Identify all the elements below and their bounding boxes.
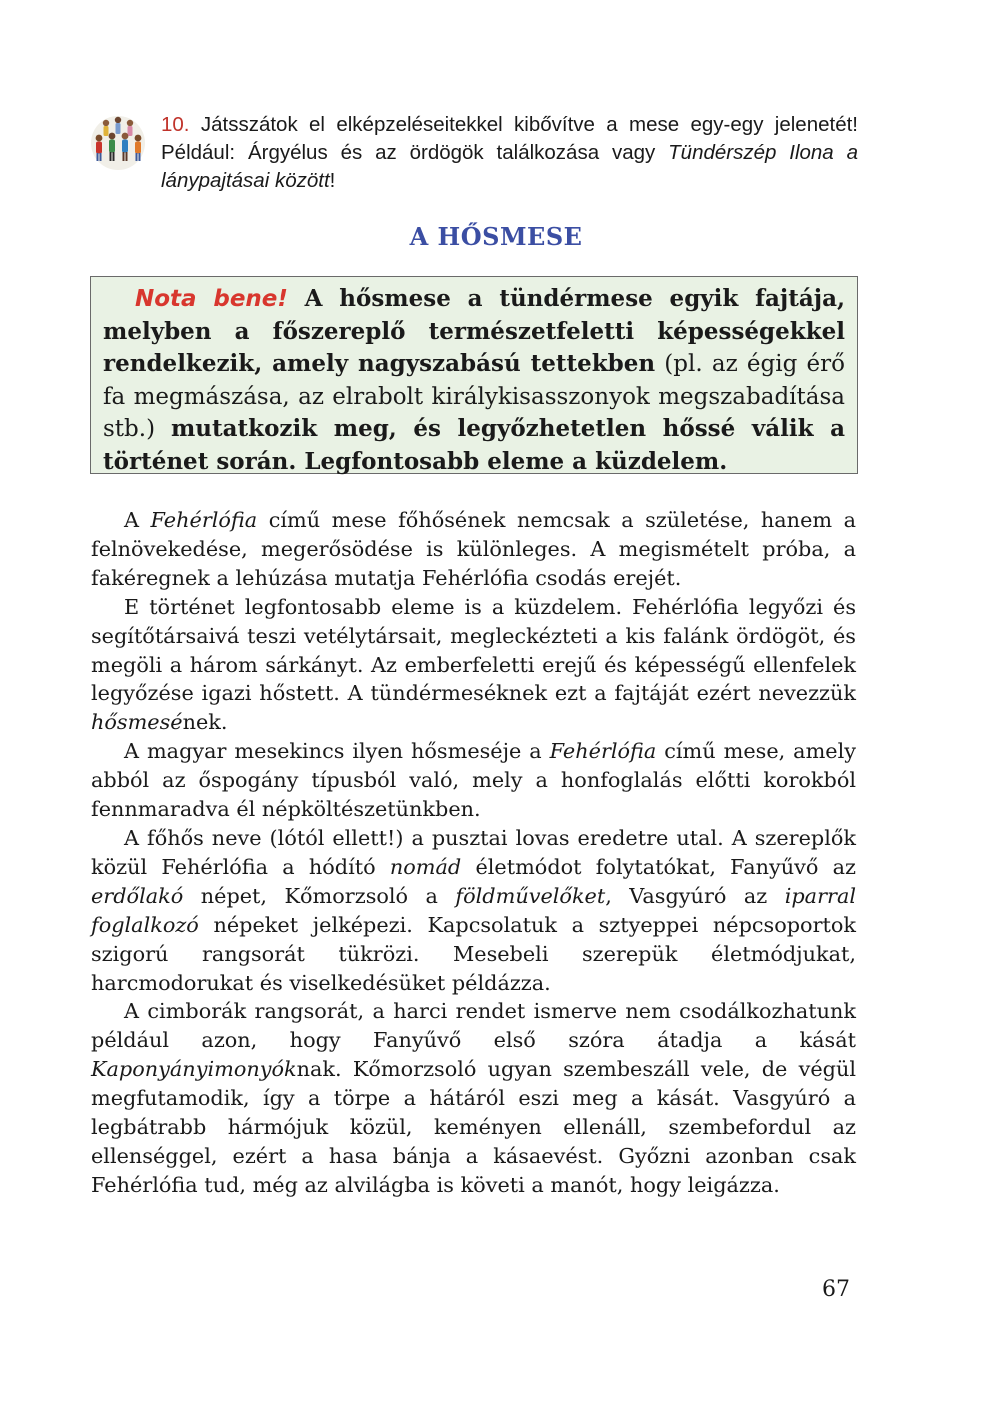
text-run: A magyar mesekincs ilyen hősmeséje a	[124, 739, 550, 764]
page-number: 67	[822, 1277, 850, 1302]
italic-run: Fehérlófia	[150, 508, 258, 532]
group-of-children-icon-svg	[88, 111, 148, 171]
nota-bene-label: Nota bene!	[135, 286, 288, 312]
italic-run: erdőlakó	[91, 883, 184, 908]
text-run: című mese főhősének nemcsak a születése, hanem a felnövekedése, megerősödése is különleges. A megismételt próba, a fakéregnek a lehúzása mutatja Fehérlófia csodás erejét.	[91, 508, 856, 590]
paragraph-1	[91, 506, 856, 593]
italic-run: Fehérlófia	[549, 739, 657, 764]
text-run: , Vasgyúró az	[605, 883, 785, 908]
paragraph-5	[91, 997, 856, 1199]
text-run: A cimborák rangsorát, a harci rendet ismerve nem csodálkozhatunk például azon, hogy Fanyűvő első szóra átadja a kását	[91, 999, 856, 1053]
text-run: című mese, amely abból az őspogány típusból való, mely a honfoglalás előtti korokból fennmaradva él népköltészetünkben.	[91, 739, 856, 822]
nota-bene-bold-2: mutatkozik meg, és legyőzhetetlen hőssé válik a történet során. Legfontosabb eleme a küzdelem.	[103, 415, 845, 475]
nota-bene-normal: (pl. az égig érő fa megmászása, az elrabolt királykisasszonyok megszabadítása stb.)	[103, 351, 845, 442]
group-of-children-icon	[88, 111, 148, 171]
italic-run: nomád	[389, 854, 462, 879]
italic-run: földművelőket	[455, 883, 606, 908]
text-run: népet, Kőmorzsoló a	[183, 883, 456, 908]
section-heading: A HŐSMESE	[409, 222, 583, 251]
task-text-italic: Tündérszép Ilona a lánypajtásai között	[161, 141, 858, 192]
nota-bene-box	[90, 276, 858, 474]
italic-run: hősmesé	[91, 710, 183, 735]
paragraph-4	[91, 824, 856, 997]
paragraph-3	[91, 737, 856, 824]
text-run: E történet legfontosabb eleme is a küzdelem. Fehérlófia legyőzi és segítőtársaivá teszi vetélytársait, megleckézteti a kis falánk ördögöt, és megöli a három sárkányt. Az emberfeletti erejű és képességű ellenfelek legyőzése igazi hőstett. A tündérmeséknek ezt a fajtáját ezért nevezzük	[91, 594, 856, 706]
task-number: 10.	[161, 113, 190, 136]
paragraph-2	[91, 593, 856, 738]
text-run: nek.	[182, 710, 228, 735]
italic-run: iparral foglalkozó	[91, 883, 856, 937]
task-text-end: !	[329, 169, 336, 192]
text-run: életmódot folytatókat, Fanyűvő az	[461, 854, 856, 879]
nota-bene-text	[103, 283, 845, 478]
text-run: népeket jelképezi. Kapcsolatuk a sztyeppei népcsoportok szigorú rangsorát tükrözi. Mesebeli szerepük életmódjukat, harcmodorukat és viselkedésüket példázza.	[91, 912, 856, 995]
italic-run: Kaponyányimonyók	[91, 1057, 297, 1082]
task-text-part: Játsszátok el elképzeléseitekkel kibővítve a mese egy-egy jelenetét! Például: Árgyélus és az ördögök találkozása vagy	[161, 113, 858, 164]
task-text	[161, 111, 858, 195]
text-run: A főhős neve (lótól ellett!) a pusztai lovas eredetre utal. A szereplők közül Fehérlófia a hódító	[91, 825, 856, 879]
nota-bene-bold-1: A hősmese a tündérmese egyik fajtája, melyben a főszereplő természetfeletti képességekkel rendelkezik, amely nagyszabású tettekben	[103, 285, 845, 377]
text-run: A	[124, 508, 151, 532]
body-text	[91, 506, 856, 1200]
text-run: nak. Kőmorzsoló ugyan szembeszáll vele, de végül megfutamodik, így a törpe a hátáról eszi meg a kását. Vasgyúró a legbátrabb hármójuk közül, keményen ellenáll, szembefordul az ellenséggel, ezért a hasa bánja a kásaevést. Győzni azonban csak Fehérlófia tud, még az alvilágba is követi a manót, hogy leigázza.	[91, 1057, 856, 1197]
